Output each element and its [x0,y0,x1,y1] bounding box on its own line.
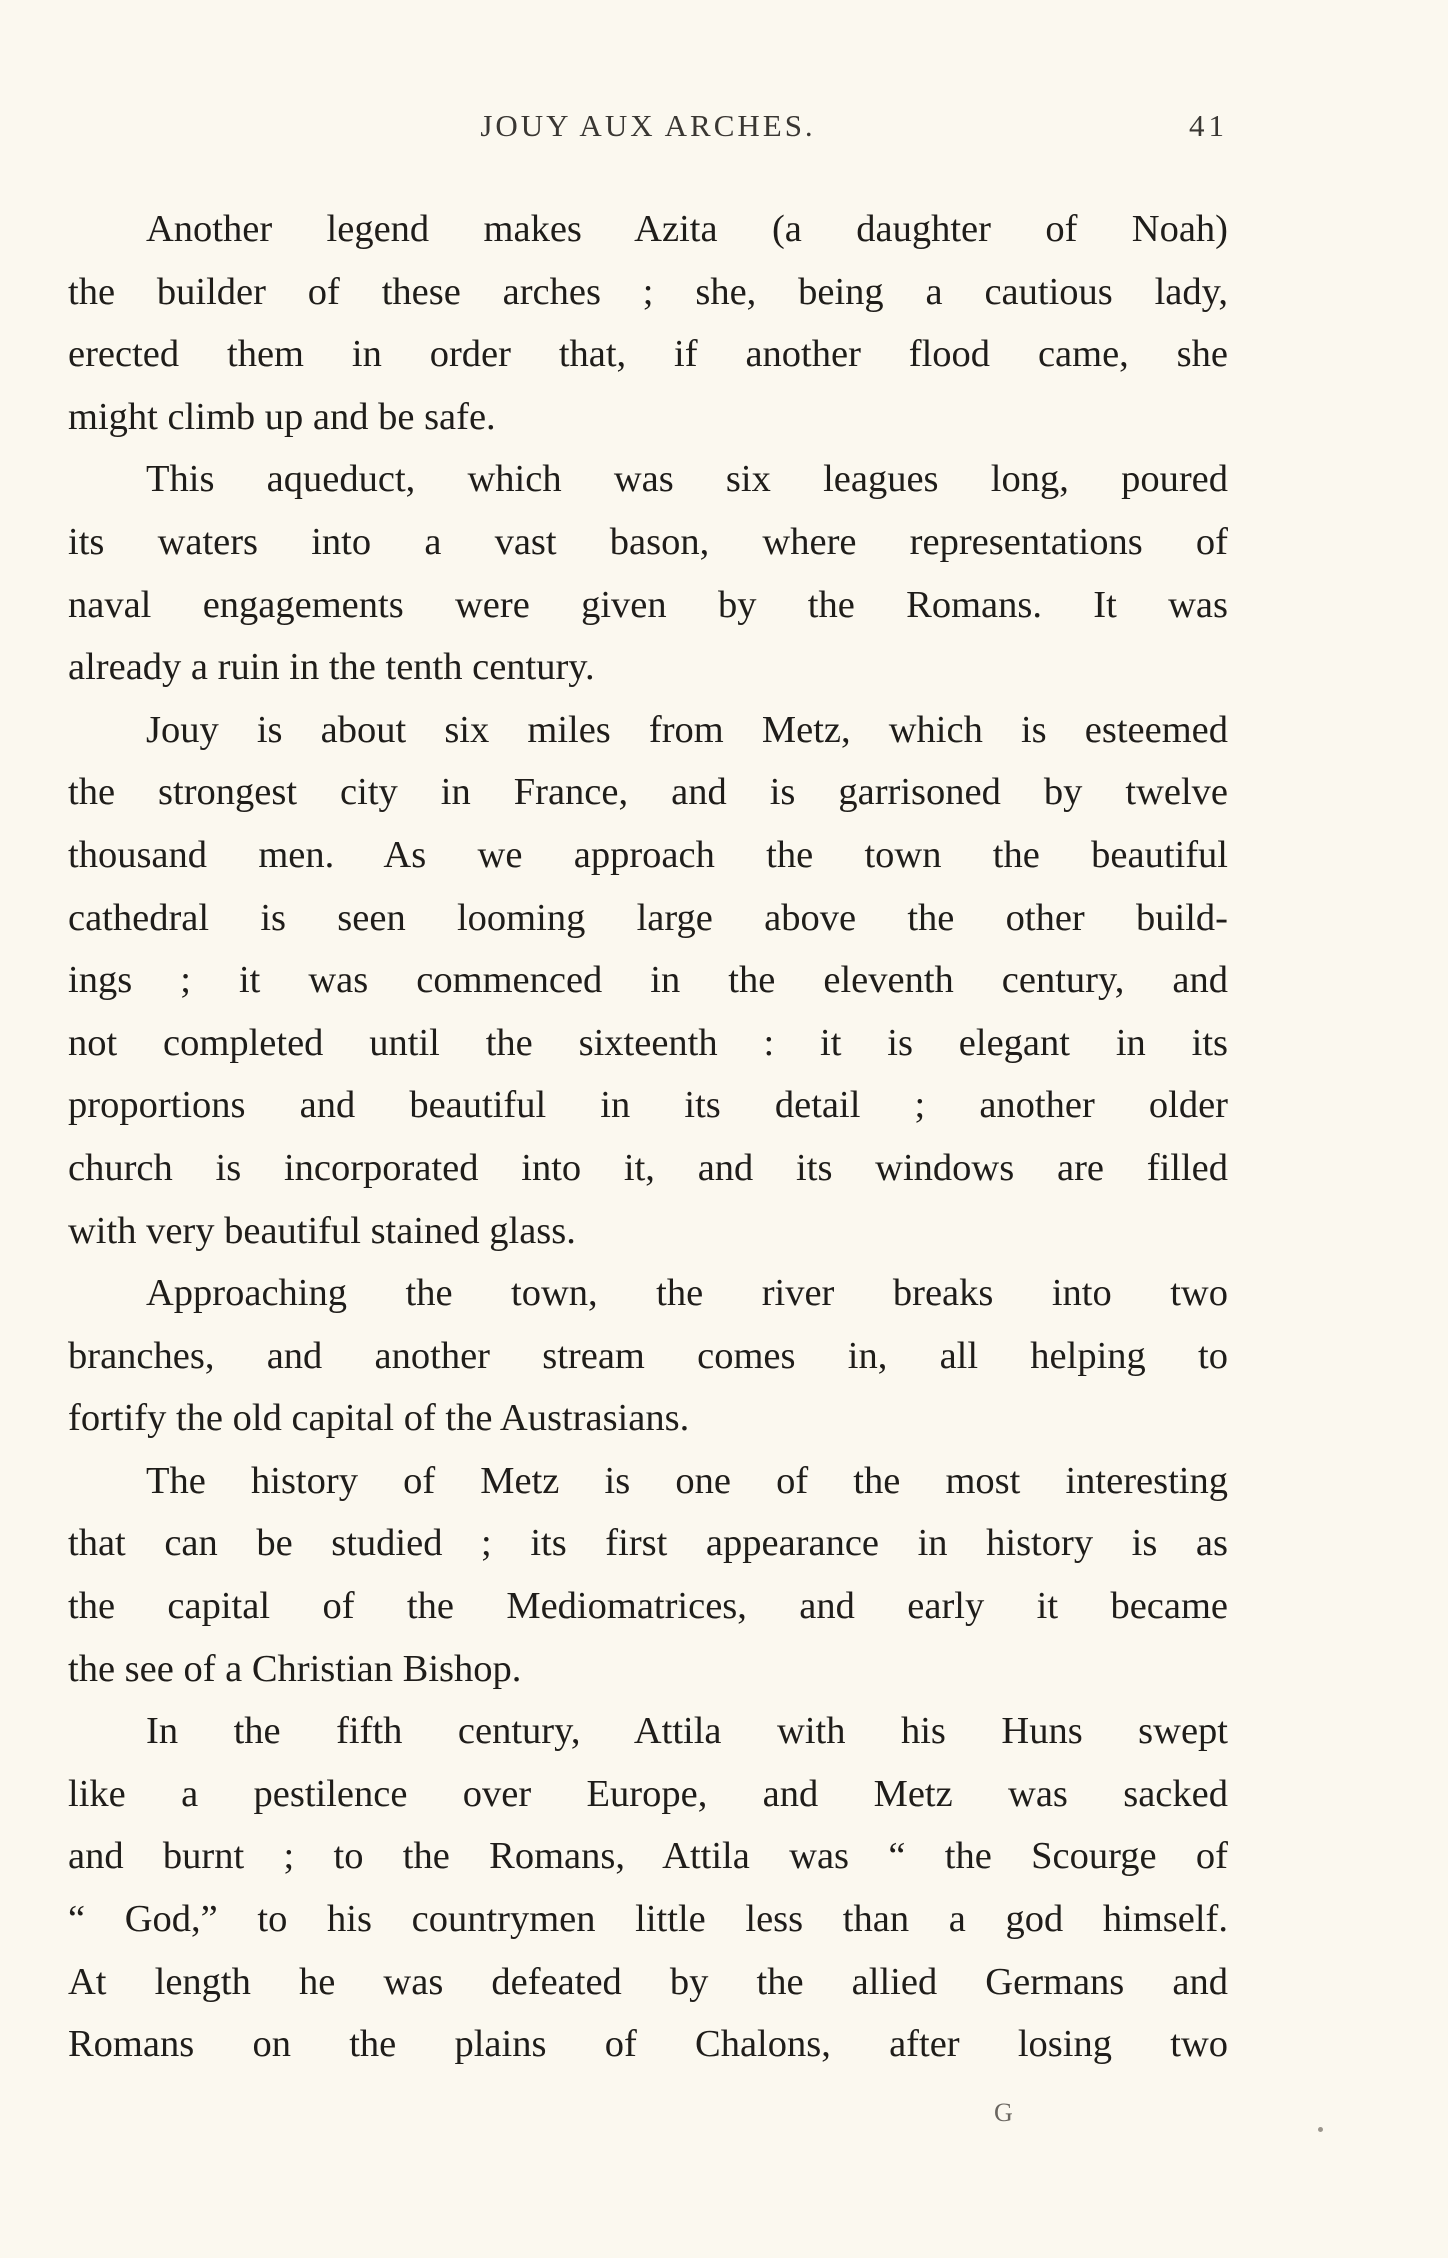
text-line: already a ruin in the tenth century. [68,646,595,689]
text-line: ings ; it was commenced in the eleventh century, and [68,959,1228,1002]
text-line: and burnt ; to the Romans, Attila was “ the Scourge of [68,1835,1228,1878]
text-line: Jouy is about six miles from Metz, which is esteemed [146,708,1228,751]
text-line: with very beautiful stained glass. [68,1209,576,1252]
text-line: that can be studied ; its first appearance in history is as [68,1522,1228,1565]
text-line: “ God,” to his countrymen little less than a god himself. [68,1898,1228,1941]
running-title: JOUY AUX ARCHES. [480,108,816,143]
page-number: 41 [1189,108,1228,143]
text-line: church is incorporated into it, and its windows are filled [68,1146,1228,1189]
text-line: naval engagements were given by the Romans. It was [68,583,1228,626]
text-line: Approaching the town, the river breaks into two [146,1272,1228,1315]
text-line: This aqueduct, which was six leagues long, poured [146,458,1228,501]
text-line: At length he was defeated by the allied Germans and [68,1960,1228,2003]
body-text [68,198,1228,2076]
text-line: the builder of these arches ; she, being a cautious lady, [68,270,1228,313]
text-line: the strongest city in France, and is garrisoned by twelve [68,771,1228,814]
text-line: Romans on the plains of Chalons, after losing two [68,2023,1228,2066]
paper-speck [1318,2127,1323,2132]
text-line: fortify the old capital of the Austrasians. [68,1397,690,1440]
text-line: thousand men. As we approach the town the beautiful [68,833,1228,876]
text-line: Another legend makes Azita (a daughter of Noah) [146,208,1228,250]
running-head [68,108,1228,148]
text-line: branches, and another stream comes in, all helping to [68,1334,1228,1377]
text-line: not completed until the sixteenth : it is elegant in its [68,1021,1228,1064]
text-line: proportions and beautiful in its detail ; another older [68,1084,1228,1127]
text-line: the see of a Christian Bishop. [68,1647,522,1690]
text-line: erected them in order that, if another flood came, she [68,333,1228,376]
signature-mark: G [994,2098,1013,2127]
text-line: its waters into a vast bason, where representations of [68,520,1228,563]
text-line: like a pestilence over Europe, and Metz was sacked [68,1772,1228,1815]
text-line: the capital of the Mediomatrices, and early it became [68,1585,1228,1628]
text-line: might climb up and be safe. [68,395,496,438]
text-line: In the fifth century, Attila with his Huns swept [146,1710,1228,1753]
text-line: cathedral is seen looming large above the other build- [68,896,1228,939]
text-line: The history of Metz is one of the most interesting [146,1459,1228,1502]
